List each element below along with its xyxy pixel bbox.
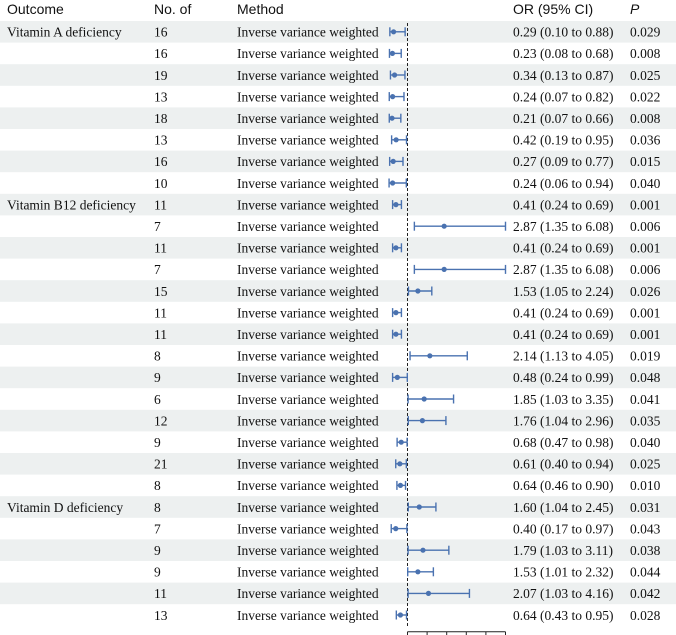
- p-value-cell: 0.048: [630, 370, 661, 386]
- method-cell: Inverse variance weighted: [237, 607, 379, 623]
- table-row: [7, 500, 660, 515]
- n-cell: 7: [154, 219, 161, 234]
- point-estimate: [398, 483, 403, 488]
- method-cell: Inverse variance weighted: [237, 413, 379, 429]
- n-cell: 19: [154, 67, 168, 83]
- or-ci-cell: 0.68 (0.47 to 0.98): [513, 435, 614, 450]
- or-ci-cell: 0.21 (0.07 to 0.66): [513, 111, 614, 126]
- n-cell: 16: [154, 24, 168, 40]
- method-cell: Inverse variance weighted: [237, 327, 379, 342]
- table-row: [7, 25, 661, 40]
- point-estimate: [442, 267, 447, 272]
- method-cell: Inverse variance weighted: [237, 564, 379, 580]
- header-or: OR (95% CI): [513, 1, 594, 17]
- or-ci-cell: 0.61 (0.40 to 0.94): [513, 456, 614, 472]
- point-estimate: [398, 612, 403, 617]
- or-ci-cell: 1.79 (1.03 to 3.11): [513, 543, 613, 558]
- p-value-cell: 0.019: [630, 348, 661, 364]
- n-cell: 6: [154, 391, 161, 407]
- method-cell: Inverse variance weighted: [237, 543, 379, 558]
- method-cell: Inverse variance weighted: [237, 197, 379, 213]
- point-estimate: [415, 569, 420, 574]
- method-cell: Inverse variance weighted: [237, 24, 379, 40]
- p-value-cell: 0.040: [630, 435, 661, 450]
- n-cell: 16: [154, 46, 168, 62]
- method-cell: Inverse variance weighted: [237, 521, 379, 537]
- method-cell: Inverse variance weighted: [237, 46, 379, 62]
- or-ci-cell: 1.60 (1.04 to 2.45): [513, 499, 614, 515]
- n-cell: 13: [154, 607, 168, 623]
- or-ci-cell: 2.14 (1.13 to 4.05): [513, 348, 614, 364]
- method-cell: Inverse variance weighted: [237, 435, 379, 450]
- p-value-cell: 0.008: [630, 46, 661, 62]
- p-value-cell: 0.010: [630, 478, 661, 494]
- n-cell: 7: [154, 521, 161, 537]
- or-ci-cell: 1.53 (1.05 to 2.24): [513, 283, 614, 299]
- method-cell: Inverse variance weighted: [237, 305, 379, 321]
- n-cell: 11: [154, 305, 167, 321]
- point-estimate: [393, 526, 398, 531]
- or-ci-cell: 0.29 (0.10 to 0.88): [513, 24, 614, 40]
- p-value-cell: 0.028: [630, 607, 661, 623]
- p-value-cell: 0.035: [630, 413, 661, 429]
- p-value-cell: 0.001: [630, 197, 661, 213]
- n-cell: 9: [154, 435, 161, 450]
- header-outcome: Outcome: [7, 1, 64, 17]
- or-ci-cell: 0.24 (0.06 to 0.94): [513, 175, 614, 191]
- n-cell: 8: [154, 499, 161, 515]
- n-cell: 13: [154, 89, 168, 105]
- method-cell: Inverse variance weighted: [237, 240, 379, 256]
- method-cell: Inverse variance weighted: [237, 219, 379, 234]
- method-cell: Inverse variance weighted: [237, 111, 379, 126]
- outcome-cell: Vitamin B12 deficiency: [7, 197, 136, 213]
- point-estimate: [393, 310, 398, 315]
- point-estimate: [399, 440, 404, 445]
- p-value-cell: 0.001: [630, 327, 661, 342]
- p-value-cell: 0.006: [630, 219, 661, 234]
- point-estimate: [395, 375, 400, 380]
- p-value-cell: 0.036: [630, 132, 661, 148]
- p-value-cell: 0.025: [630, 67, 661, 83]
- p-value-cell: 0.001: [630, 305, 661, 321]
- n-cell: 21: [154, 456, 168, 472]
- p-value-cell: 0.044: [630, 564, 661, 580]
- n-cell: 13: [154, 132, 168, 148]
- or-ci-cell: 0.41 (0.24 to 0.69): [513, 305, 614, 321]
- n-cell: 10: [154, 175, 168, 191]
- method-cell: Inverse variance weighted: [237, 499, 379, 515]
- method-cell: Inverse variance weighted: [237, 89, 379, 105]
- method-cell: Inverse variance weighted: [237, 370, 379, 386]
- or-ci-cell: 0.24 (0.07 to 0.82): [513, 89, 614, 105]
- p-value-cell: 0.026: [630, 283, 661, 299]
- p-value-cell: 0.025: [630, 456, 661, 472]
- or-ci-cell: 2.87 (1.35 to 6.08): [513, 262, 614, 278]
- point-estimate: [420, 418, 425, 423]
- p-value-cell: 0.022: [630, 89, 661, 105]
- n-cell: 8: [154, 348, 161, 364]
- or-ci-cell: 1.85 (1.03 to 3.35): [513, 391, 614, 407]
- or-ci-cell: 0.23 (0.08 to 0.68): [513, 46, 614, 62]
- header-n: No. of: [154, 1, 192, 17]
- p-value-cell: 0.001: [630, 240, 661, 256]
- method-cell: Inverse variance weighted: [237, 262, 379, 278]
- n-cell: 11: [154, 240, 167, 256]
- p-value-cell: 0.040: [630, 175, 661, 191]
- point-estimate: [391, 29, 396, 34]
- p-value-cell: 0.006: [630, 262, 661, 278]
- or-ci-cell: 1.76 (1.04 to 2.96): [513, 413, 614, 429]
- outcome-cell: Vitamin D deficiency: [7, 499, 124, 515]
- table-row: [154, 89, 660, 104]
- n-cell: 9: [154, 543, 161, 558]
- or-ci-cell: 0.48 (0.24 to 0.99): [513, 370, 614, 386]
- point-estimate: [390, 51, 395, 56]
- header-p: P: [630, 1, 640, 17]
- n-cell: 9: [154, 370, 161, 386]
- point-estimate: [390, 94, 395, 99]
- point-estimate: [391, 159, 396, 164]
- point-estimate: [422, 396, 427, 401]
- or-ci-cell: 0.42 (0.19 to 0.95): [513, 132, 614, 148]
- or-ci-cell: 0.41 (0.24 to 0.69): [513, 240, 614, 256]
- method-cell: Inverse variance weighted: [237, 391, 379, 407]
- point-estimate: [393, 202, 398, 207]
- or-ci-cell: 0.64 (0.43 to 0.95): [513, 607, 614, 623]
- table-row: [154, 219, 661, 234]
- p-value-cell: 0.029: [630, 24, 661, 40]
- method-cell: Inverse variance weighted: [237, 132, 379, 148]
- method-cell: Inverse variance weighted: [237, 478, 379, 494]
- n-cell: 16: [154, 154, 168, 170]
- n-cell: 11: [154, 197, 167, 213]
- point-estimate: [427, 353, 432, 358]
- or-ci-cell: 2.87 (1.35 to 6.08): [513, 219, 614, 234]
- n-cell: 11: [154, 586, 167, 602]
- point-estimate: [420, 548, 425, 553]
- method-cell: Inverse variance weighted: [237, 348, 379, 364]
- p-value-cell: 0.043: [630, 521, 661, 537]
- point-estimate: [392, 72, 397, 77]
- point-estimate: [394, 137, 399, 142]
- header-method: Method: [237, 1, 284, 17]
- method-cell: Inverse variance weighted: [237, 67, 379, 83]
- p-value-cell: 0.042: [630, 586, 661, 602]
- header-row: [7, 1, 640, 17]
- method-cell: Inverse variance weighted: [237, 586, 379, 602]
- n-cell: 18: [154, 111, 168, 126]
- method-cell: Inverse variance weighted: [237, 283, 379, 299]
- or-ci-cell: 0.34 (0.13 to 0.87): [513, 67, 614, 83]
- or-ci-cell: 0.64 (0.46 to 0.90): [513, 478, 614, 494]
- method-cell: Inverse variance weighted: [237, 456, 379, 472]
- point-estimate: [417, 504, 422, 509]
- n-cell: 15: [154, 283, 168, 299]
- n-cell: 12: [154, 413, 168, 429]
- method-cell: Inverse variance weighted: [237, 154, 379, 170]
- or-ci-cell: 2.07 (1.03 to 4.16): [513, 586, 614, 602]
- n-cell: 9: [154, 564, 161, 580]
- or-ci-cell: 1.53 (1.01 to 2.32): [513, 564, 614, 580]
- point-estimate: [442, 224, 447, 229]
- p-value-cell: 0.008: [630, 111, 661, 126]
- outcome-cell: Vitamin A deficiency: [7, 24, 122, 40]
- n-cell: 8: [154, 478, 161, 494]
- point-estimate: [393, 245, 398, 250]
- p-value-cell: 0.038: [630, 543, 661, 558]
- method-cell: Inverse variance weighted: [237, 175, 379, 191]
- point-estimate: [390, 180, 395, 185]
- p-value-cell: 0.041: [630, 391, 661, 407]
- or-ci-cell: 0.41 (0.24 to 0.69): [513, 327, 614, 342]
- p-value-cell: 0.031: [630, 499, 661, 515]
- or-ci-cell: 0.41 (0.24 to 0.69): [513, 197, 614, 213]
- n-cell: 11: [154, 327, 167, 342]
- point-estimate: [426, 591, 431, 596]
- n-cell: 7: [154, 262, 161, 278]
- point-estimate: [393, 332, 398, 337]
- p-value-cell: 0.015: [630, 154, 661, 170]
- point-estimate: [389, 116, 394, 121]
- point-estimate: [415, 288, 420, 293]
- or-ci-cell: 0.40 (0.17 to 0.97): [513, 521, 614, 537]
- or-ci-cell: 0.27 (0.09 to 0.77): [513, 154, 614, 170]
- table-row: [7, 197, 660, 212]
- point-estimate: [397, 461, 402, 466]
